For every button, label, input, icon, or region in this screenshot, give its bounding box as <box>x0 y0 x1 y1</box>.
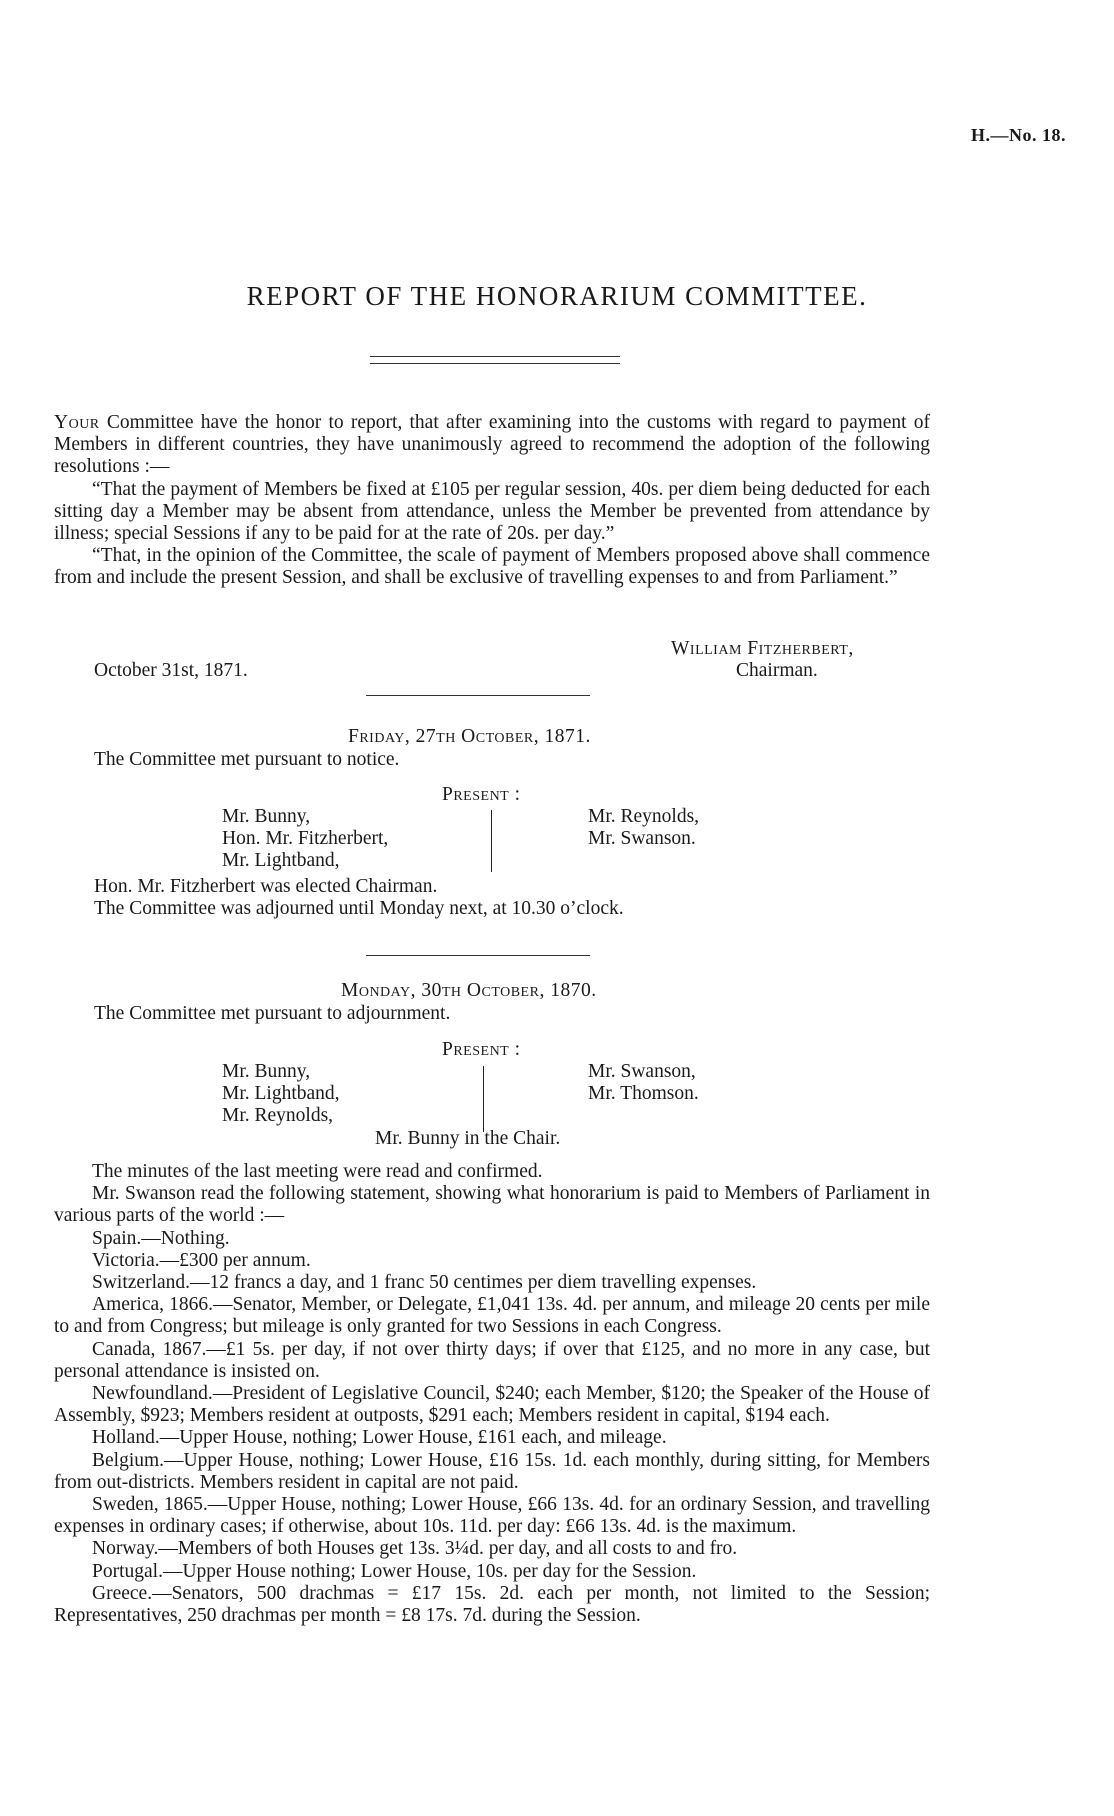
report-paragraph <box>54 412 930 479</box>
minutes-confirmed: The minutes of the last meeting were read and confirmed. <box>92 1161 543 1182</box>
country-entry: Newfoundland.—President of Legislative Council, $240; each Member, $120; the Speaker of the House of Assembly, $923; Members resident at outposts, $291 each; Members resident in capital, $194 each. <box>54 1383 930 1427</box>
document-title: REPORT OF THE HONORARIUM COMMITTEE. <box>246 281 868 311</box>
country-entry: Canada, 1867.—£1 5s. per day, if not over thirty days; if over that £125, and no more in any case, but personal attendance is insisted on. <box>54 1338 930 1382</box>
meeting-2-minutes <box>54 1161 930 1627</box>
signatory-name: William Fitzherbert, <box>671 638 854 659</box>
report-lead-word: Your <box>54 412 100 433</box>
country-entry: Holland.—Upper House, nothing; Lower House, £161 each, and mileage. <box>92 1427 667 1449</box>
document-reference: H.—No. 18. <box>971 125 1066 145</box>
meeting-2-present-label: Present : <box>442 1039 521 1060</box>
member-name: Mr. Thomson. <box>588 1083 699 1105</box>
country-entry: Portugal.—Upper House nothing; Lower House, 10s. per day for the Session. <box>92 1560 697 1582</box>
country-entry: Switzerland.—12 francs a day, and 1 franc 50 centimes per diem travelling expenses. <box>92 1272 757 1294</box>
country-entry: America, 1866.—Senator, Member, or Delegate, £1,041 13s. 4d. per annum, and mileage 20 cents per mile to and from Congress; but mileage is only granted for two Sessions in each Congress. <box>54 1294 930 1338</box>
member-name: Mr. Lightband, <box>222 1083 340 1105</box>
country-entry: Sweden, 1865.—Upper House, nothing; Lower House, £66 13s. 4d. for an ordinary Session, and travelling expenses in ordinary cases; if otherwise, about 10s. 11d. per day: £66 13s. 4d. is the maximum. <box>54 1494 930 1538</box>
member-name: Mr. Reynolds, <box>588 806 700 827</box>
country-entry: Spain.—Nothing. <box>92 1227 230 1249</box>
section-rule <box>366 695 590 696</box>
section-rule <box>366 955 590 956</box>
meeting-2-present-left <box>222 1061 340 1128</box>
meeting-1-minute: Hon. Mr. Fitzherbert was elected Chairman. <box>94 876 438 897</box>
member-name: Mr. Swanson. <box>588 828 696 850</box>
meeting-1-present-right <box>588 806 699 850</box>
resolution-1: “That the payment of Members be fixed at £105 per regular session, 40s. per diem being deducted for each sitting day a Member may be absent from attendance, unless the Member be prevented from attendance by illness; special Sessions if any to be paid for at the rate of 20s. per day.” <box>54 478 930 545</box>
meeting-2-chair-note: Mr. Bunny in the Chair. <box>375 1128 561 1149</box>
meeting-1-present-label: Present : <box>442 784 521 805</box>
member-name: Mr. Bunny, <box>222 806 311 827</box>
country-entry: Belgium.—Upper House, nothing; Lower House, £16 15s. 1d. each monthly, during sitting, for Members from out-districts. Members resident in capital are not paid. <box>54 1449 930 1493</box>
meeting-2-present-right <box>588 1061 699 1105</box>
member-name: Mr. Swanson, <box>588 1061 696 1082</box>
meeting-1-heading: Friday, 27th October, 1871. <box>348 726 591 747</box>
signatory-title: Chairman. <box>736 660 818 681</box>
member-name: Mr. Lightband, <box>222 850 340 872</box>
statement-intro: Mr. Swanson read the following statement, showing what honorarium is paid to Members of Parliament in various parts of the world :— <box>54 1183 930 1227</box>
meeting-1-present-left <box>222 806 388 873</box>
meeting-1-intro: The Committee met pursuant to notice. <box>94 749 400 770</box>
report-body <box>54 412 930 590</box>
meeting-2-intro: The Committee met pursuant to adjournment. <box>94 1003 451 1024</box>
member-name: Hon. Mr. Fitzherbert, <box>222 828 389 850</box>
meeting-2-heading: Monday, 30th October, 1870. <box>341 980 597 1001</box>
column-divider <box>483 1066 484 1132</box>
column-divider <box>491 810 492 872</box>
country-entry: Victoria.—£300 per annum. <box>92 1249 311 1271</box>
resolution-2: “That, in the opinion of the Committee, the scale of payment of Members proposed above shall commence from and include the present Session, and shall be exclusive of travelling expenses to and from Parliament.” <box>54 545 930 589</box>
country-entry: Norway.—Members of both Houses get 13s. 3¼d. per day, and all costs to and fro. <box>92 1538 738 1560</box>
report-date: October 31st, 1871. <box>94 660 248 681</box>
country-entry: Greece.—Senators, 500 drachmas = £17 15s. 2d. each per month, not limited to the Session; Representatives, 250 drachmas per month = £8 17s. 7d. during the Session. <box>54 1582 930 1627</box>
member-name: Mr. Bunny, <box>222 1061 311 1082</box>
member-name: Mr. Reynolds, <box>222 1105 334 1127</box>
meeting-1-minute: The Committee was adjourned until Monday next, at 10.30 o’clock. <box>94 898 624 919</box>
title-double-rule <box>370 356 620 364</box>
report-paragraph-text: Committee have the honor to report, that after examining into the customs with regard to payment of Members in different countries, they have unanimously agreed to recommend the adoption of the following resolutions :— <box>54 412 930 478</box>
